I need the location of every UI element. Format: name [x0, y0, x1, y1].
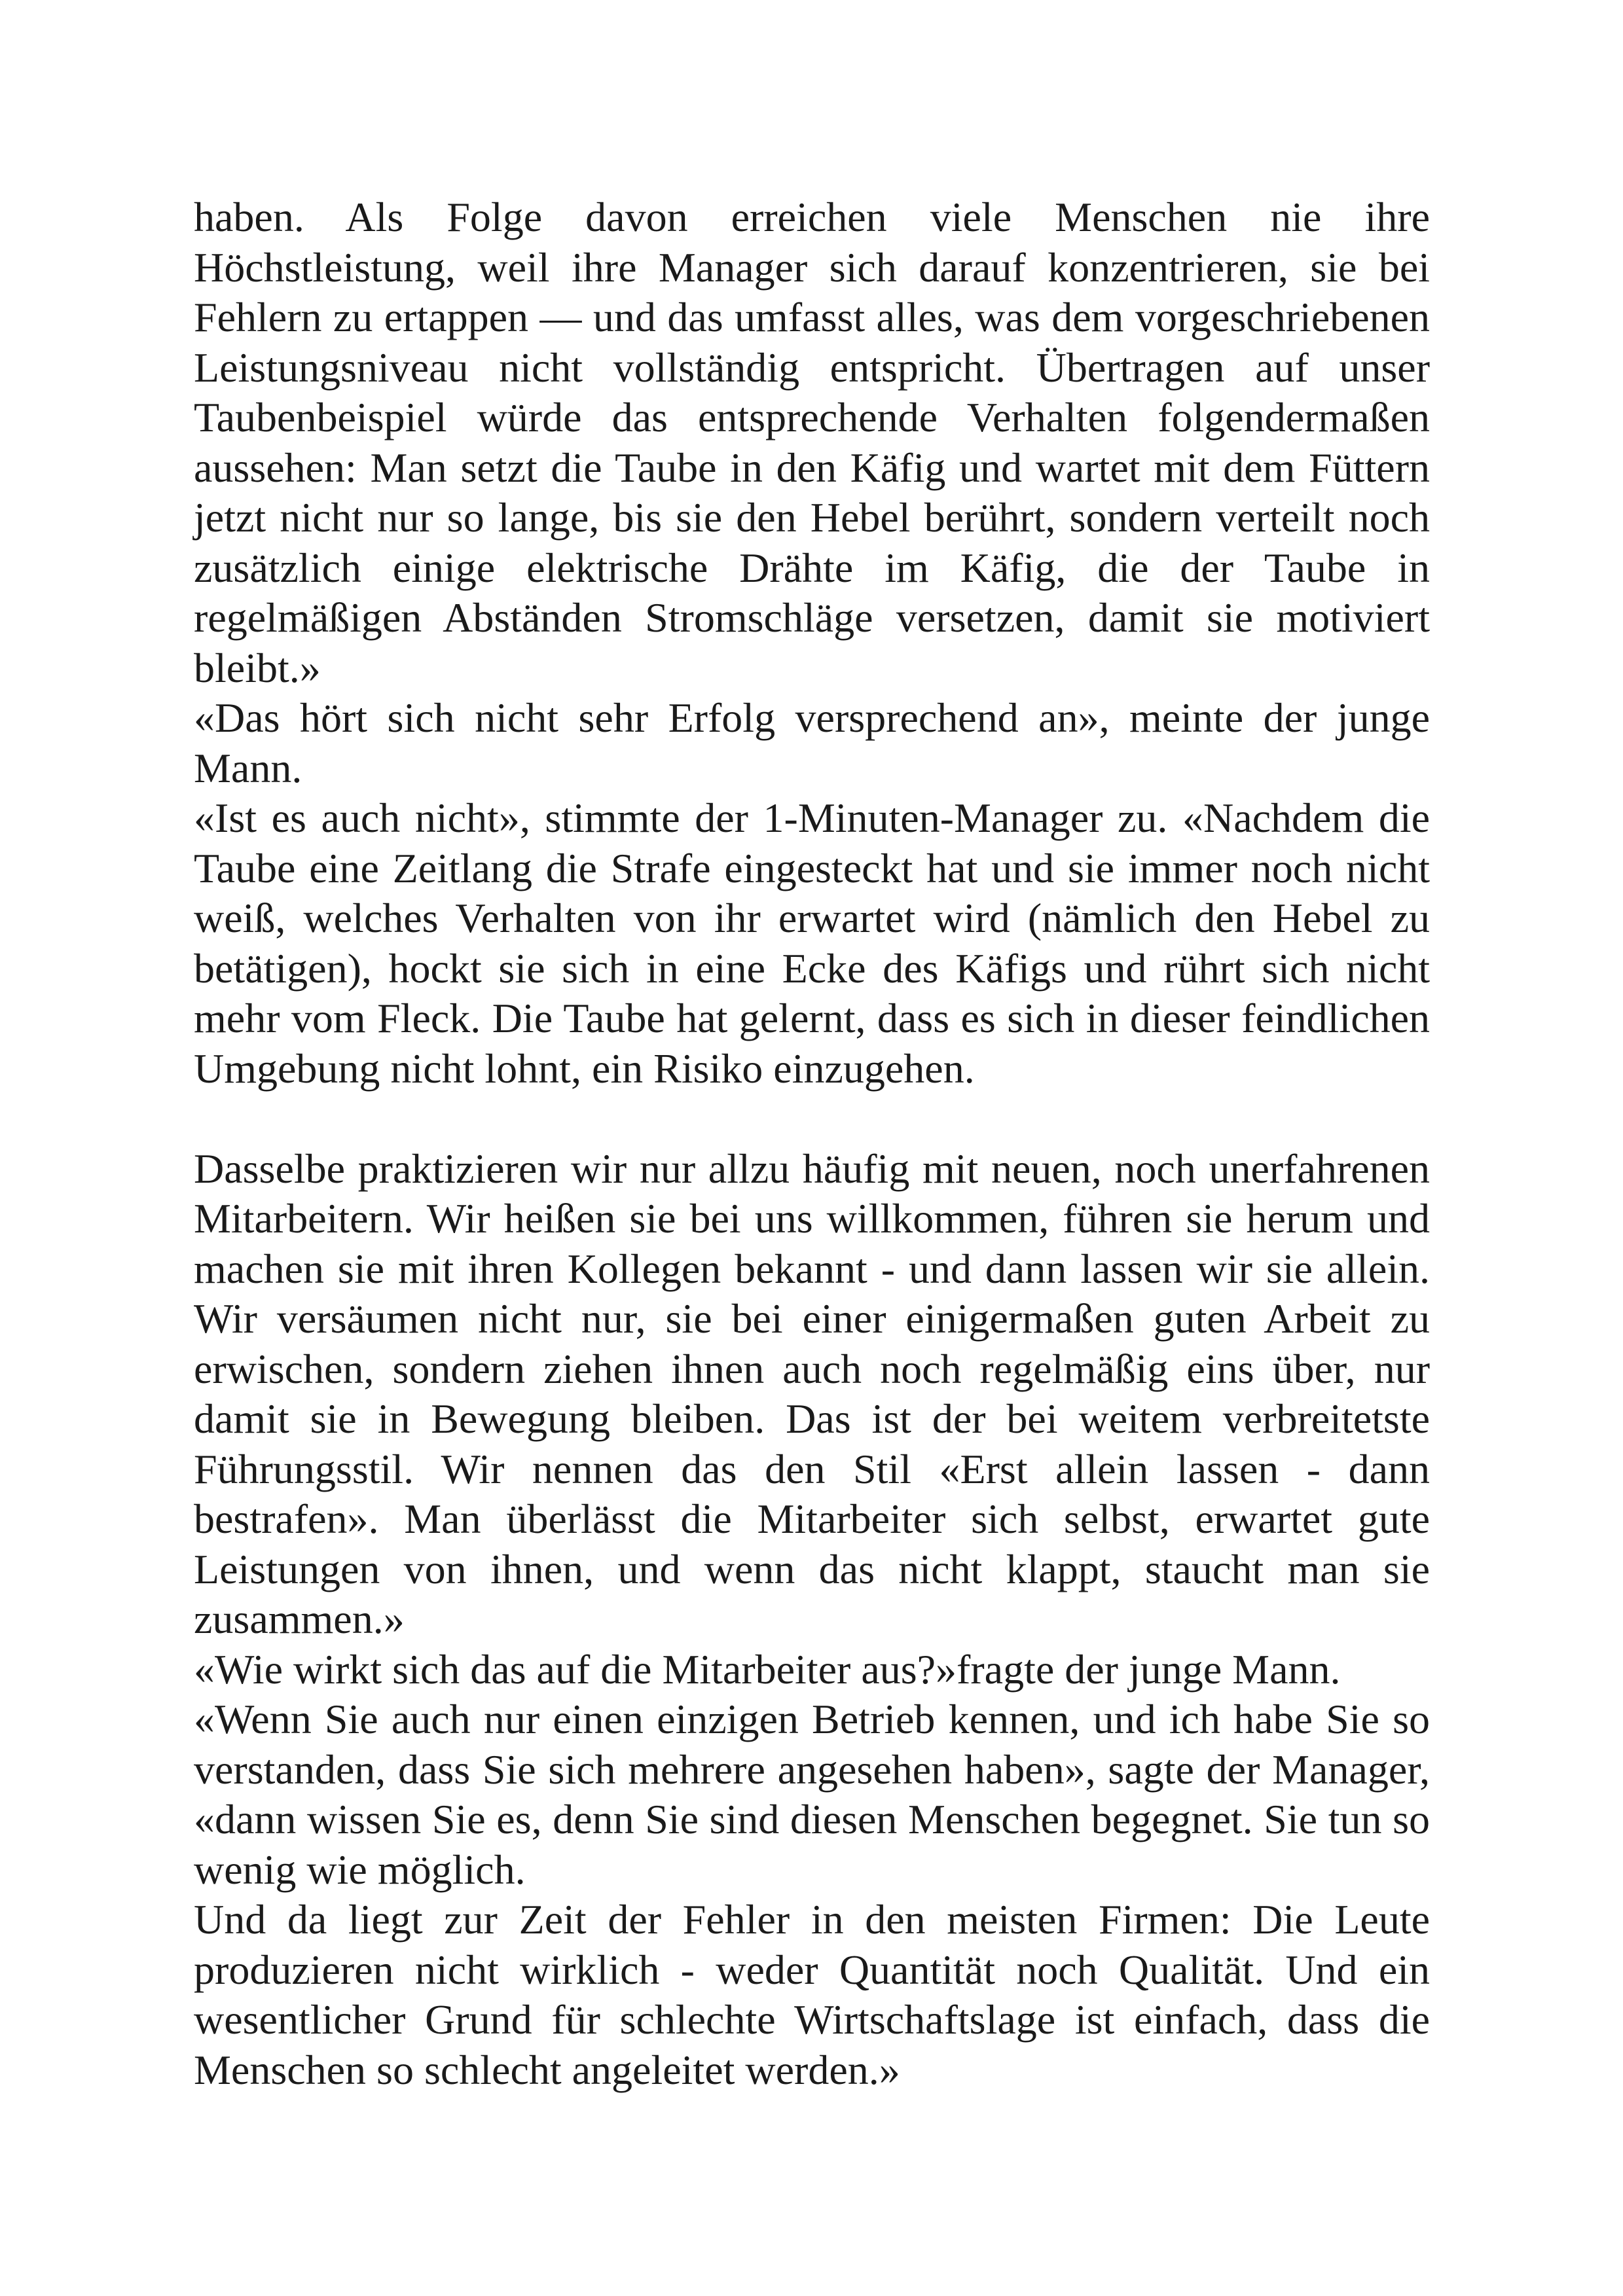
paragraph-young-man-reply: «Das hört sich nicht sehr Erfolg versprechend an», meinte der junge Mann.	[194, 694, 1430, 791]
paragraph-new-employees: Dasselbe praktizieren wir nur allzu häufig mit neuen, noch unerfahrenen Mitarbeitern. Wir heißen sie bei uns willkommen, führen sie herum und machen sie mit ihren Kollegen bekannt - und dann lassen wir sie allein. Wir versäumen nicht nur, sie bei einer einigermaßen guten Arbeit zu erwischen, sondern ziehen ihnen auch noch regelmäßig eins über, nur damit sie in Bewegung bleiben. Das ist der bei weitem verbreitetste Führungsstil. Wir nennen das den Stil «Erst allein lassen - dann bestrafen». Man überlässt die Mitarbeiter sich selbst, erwartet gute Leistungen von ihnen, und wenn das nicht klappt, staucht man sie zusammen.»	[194, 1145, 1430, 1642]
paragraph-gap	[194, 1094, 1430, 1144]
paragraph-young-man-question: «Wie wirkt sich das auf die Mitarbeiter aus?»fragte der junge Mann.	[194, 1645, 1341, 1693]
paragraph-manager-agrees: «Ist es auch nicht», stimmte der 1-Minuten-Manager zu. «Nachdem die Taube eine Zeitlang die Strafe eingesteckt hat und sie immer noch nicht weiß, welches Verhalten von ihr erwartet wird (nämlich den Hebel zu betätigen), hockt sie sich in eine Ecke des Käfigs und rührt sich nicht mehr vom Fleck. Die Taube hat gelernt, dass es sich in dieser feindlichen Umgebung nicht lohnt, ein Risiko einzugehen.	[194, 795, 1430, 1092]
document-body	[194, 192, 1430, 2095]
paragraph-company-fault: Und da liegt zur Zeit der Fehler in den meisten Firmen: Die Leute produzieren nicht wirklich - weder Quantität noch Qualität. Und ein wesentlicher Grund für schlechte Wirtschaftslage ist einfach, dass die Menschen so schlecht angeleitet werden.»	[194, 1896, 1430, 2093]
paragraph-pigeon-punishment: haben. Als Folge davon erreichen viele Menschen nie ihre Höchstleistung, weil ihre Manager sich darauf konzentrieren, sie bei Fehlern zu ertappen — und das umfasst alles, was dem vorgeschriebenen Leistungsniveau nicht vollständig entspricht. Übertragen auf unser Taubenbeispiel würde das entsprechende Verhalten folgendermaßen aussehen: Man setzt die Taube in den Käfig und wartet mit dem Füttern jetzt nicht nur so lange, bis sie den Hebel berührt, sondern verteilt noch zusätzlich einige elektrische Drähte im Käfig, die der Taube in regelmäßigen Abständen Stromschläge versetzen, damit sie motiviert bleibt.»	[194, 194, 1430, 691]
paragraph-manager-answer: «Wenn Sie auch nur einen einzigen Betrieb kennen, und ich habe Sie so verstanden, dass Sie sich mehrere angesehen haben», sagte der Manager, «dann wissen Sie es, denn Sie sind diesen Menschen begegnet. Sie tun so wenig wie möglich.	[194, 1696, 1430, 1893]
